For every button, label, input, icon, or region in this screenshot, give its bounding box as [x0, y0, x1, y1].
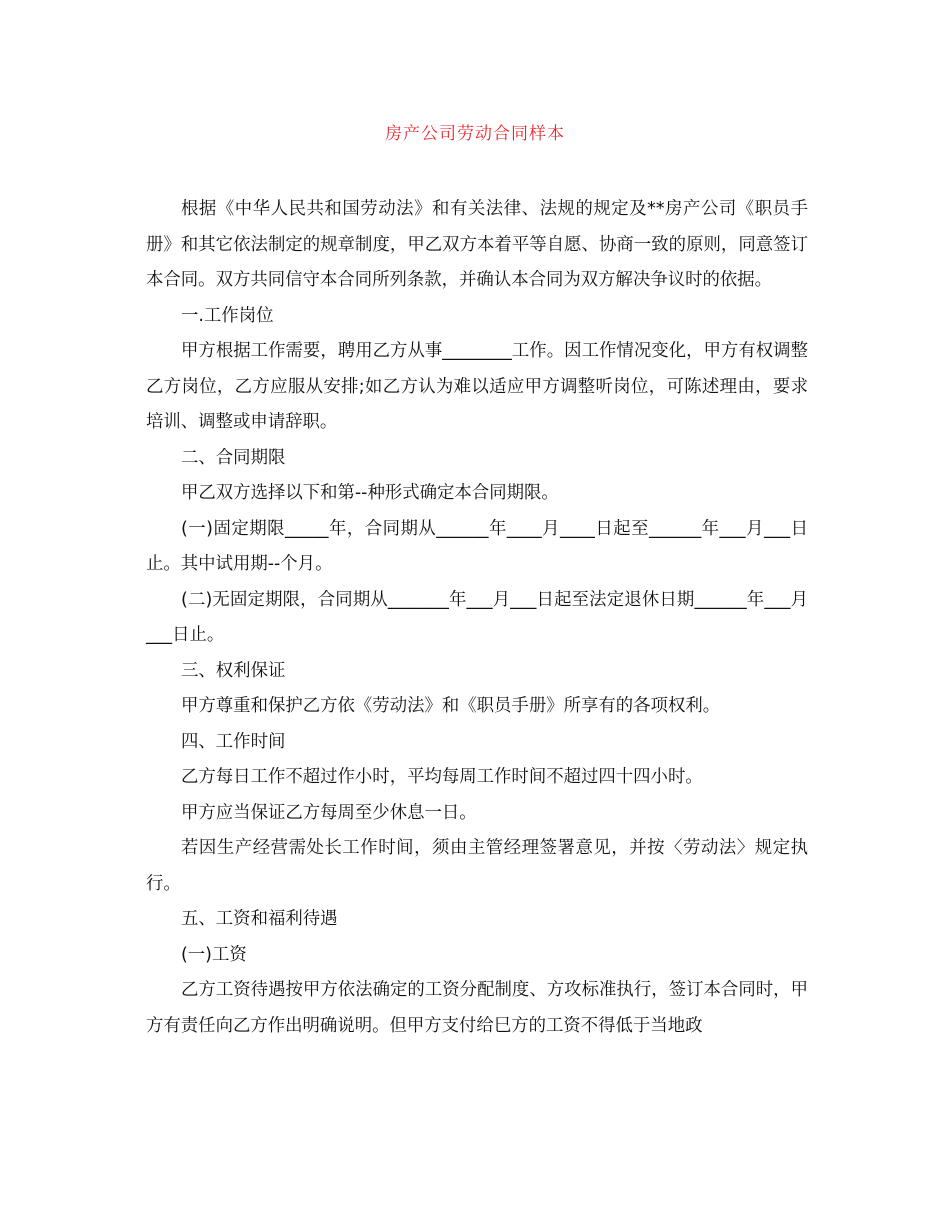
- section-heading-wages-benefits: 五、工资和福利待遇: [181, 909, 338, 929]
- working-hours-paragraph: 乙方每日工作不超过作小时，平均每周工作时间不超过四十四小时。: [181, 767, 703, 787]
- rest-day-paragraph: 甲方应当保证乙方每周至少休息一日。: [181, 802, 477, 823]
- wages-paragraph: 乙方工资待遇按甲方依法确定的工资分配制度、方攻标准执行，签订本合同时，甲方有责任向乙方作出明确说明。但甲方支付给巳方的工资不得低于当地政: [146, 980, 808, 1036]
- document-body: [146, 192, 808, 1044]
- job-position-paragraph: 甲方根据工作需要，聘用乙方从事________工作。因工作情况变化，甲方有权调整乙方岗位，乙方应服从安排;如乙方认为难以适应甲方调整听岗位，可陈述理由，要求培训、调整或申请辞职。: [146, 341, 808, 432]
- rights-paragraph: 甲方尊重和保护乙方依《劳动法》和《职员手册》所享有的各项权利。: [181, 696, 721, 716]
- subsection-heading-wages: (一)工资: [181, 944, 247, 965]
- overtime-paragraph: 若因生产经营需处长工作时间，须由主管经理签署意见，并按〈劳动法〉规定执行。: [146, 838, 808, 894]
- fixed-term-paragraph: (一)固定期限_____年，合同期从______年____月____日起至______年___月___日止。其中试用期--个月。: [146, 518, 808, 574]
- section-heading-working-hours: 四、工作时间: [181, 731, 286, 752]
- contract-term-paragraph: 甲乙双方选择以下和第--种形式确定本合同期限。: [181, 483, 559, 503]
- section-heading-job-position: 一.工作岗位: [181, 305, 274, 326]
- section-heading-rights: 三、权利保证: [181, 660, 286, 681]
- section-heading-contract-term: 二、合同期限: [181, 447, 286, 468]
- document-title: 房产公司劳动合同样本: [385, 124, 565, 144]
- intro-paragraph: 根据《中华人民共和国劳动法》和有关法律、法规的规定及**房产公司《职员手册》和其它依法制定的规章制度，甲乙双方本着平等自愿、协商一致的原则，同意签订本合同。双方共同信守本合同所列条款，并确认本合同为双方解决争议时的依据。: [146, 199, 808, 290]
- open-term-paragraph: (二)无固定期限，合同期从_______年___月___日起至法定退休日期______年___月___日止。: [146, 589, 808, 645]
